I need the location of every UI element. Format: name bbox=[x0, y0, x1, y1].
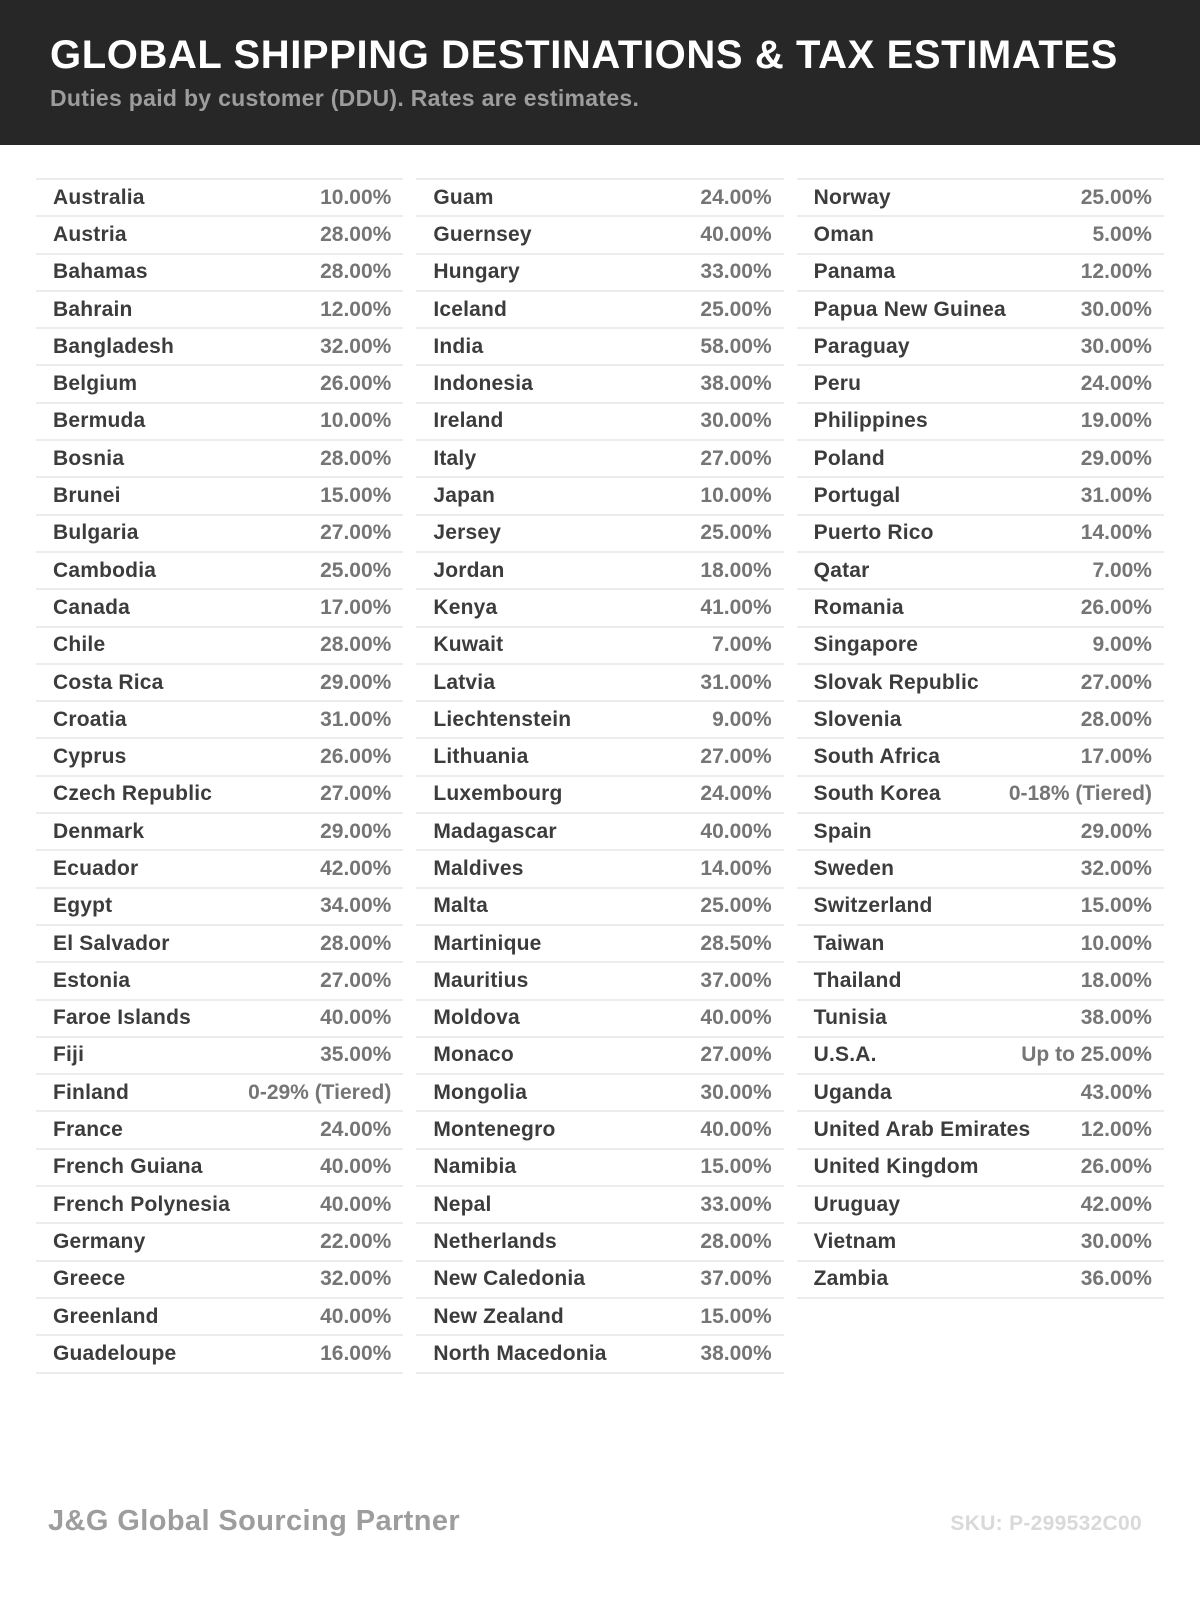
country-name: Madagascar bbox=[433, 819, 557, 843]
country-name: Fiji bbox=[53, 1043, 85, 1067]
tax-rate: 30.00% bbox=[700, 1080, 772, 1104]
country-name: Philippines bbox=[813, 409, 928, 433]
tax-rate: 12.00% bbox=[320, 297, 392, 321]
country-name: Belgium bbox=[53, 372, 138, 396]
table-row bbox=[797, 814, 1164, 851]
country-name: Jersey bbox=[433, 521, 502, 545]
table-row bbox=[797, 628, 1164, 665]
tax-rate: 12.00% bbox=[1080, 260, 1152, 284]
table-row bbox=[36, 665, 403, 702]
country-name: Bermuda bbox=[53, 409, 146, 433]
table-row bbox=[416, 329, 783, 366]
country-name: Slovenia bbox=[813, 707, 902, 731]
tax-rate: 30.00% bbox=[1080, 1229, 1152, 1253]
country-name: Vietnam bbox=[813, 1229, 897, 1253]
table-row bbox=[416, 516, 783, 553]
country-name: France bbox=[53, 1118, 124, 1142]
tax-rate: 14.00% bbox=[700, 856, 772, 880]
tax-rate: 26.00% bbox=[1080, 1155, 1152, 1179]
country-name: Norway bbox=[813, 185, 891, 209]
table-row bbox=[416, 739, 783, 776]
table-row bbox=[797, 441, 1164, 478]
tax-rate: 16.00% bbox=[320, 1341, 392, 1365]
tax-rate: 40.00% bbox=[700, 1006, 772, 1030]
table-row bbox=[797, 1038, 1164, 1075]
tax-rate: 37.00% bbox=[700, 968, 772, 992]
table-row bbox=[797, 292, 1164, 329]
table-row bbox=[797, 1262, 1164, 1299]
tax-rate: 27.00% bbox=[700, 446, 772, 470]
brand-name: J&G Global Sourcing Partner bbox=[48, 1505, 461, 1537]
country-name: Guernsey bbox=[433, 222, 532, 246]
tax-rate: 28.00% bbox=[700, 1229, 772, 1253]
table-row bbox=[36, 292, 403, 329]
table-row bbox=[797, 366, 1164, 403]
tax-rate: 38.00% bbox=[700, 1341, 772, 1365]
table-row bbox=[797, 963, 1164, 1000]
table-row bbox=[36, 1075, 403, 1112]
country-name: Oman bbox=[813, 222, 874, 246]
country-name: Tunisia bbox=[813, 1006, 888, 1030]
table-row bbox=[36, 553, 403, 590]
table-row bbox=[36, 217, 403, 254]
tax-rate: 43.00% bbox=[1080, 1080, 1152, 1104]
country-name: Romania bbox=[813, 595, 904, 619]
table-row bbox=[416, 665, 783, 702]
tax-rate: 19.00% bbox=[1080, 409, 1152, 433]
country-name: North Macedonia bbox=[433, 1341, 607, 1365]
table-row bbox=[797, 1187, 1164, 1224]
country-name: Indonesia bbox=[433, 372, 534, 396]
country-name: Martinique bbox=[433, 931, 542, 955]
country-name: Chile bbox=[53, 633, 106, 657]
table-row bbox=[36, 1262, 403, 1299]
country-name: South Africa bbox=[813, 745, 941, 769]
country-name: Zambia bbox=[813, 1267, 889, 1291]
country-name: Bahamas bbox=[53, 260, 148, 284]
table-row bbox=[416, 217, 783, 254]
country-name: Costa Rica bbox=[53, 670, 164, 694]
country-name: Ireland bbox=[433, 409, 504, 433]
tax-rate: 40.00% bbox=[320, 1304, 392, 1328]
country-name: Papua New Guinea bbox=[813, 297, 1006, 321]
tax-rate: 40.00% bbox=[320, 1006, 392, 1030]
country-name: Qatar bbox=[813, 558, 870, 582]
table-row bbox=[36, 1112, 403, 1149]
tax-rate: 18.00% bbox=[700, 558, 772, 582]
country-name: Faroe Islands bbox=[53, 1006, 191, 1030]
country-name: Mongolia bbox=[433, 1080, 528, 1104]
table-row bbox=[416, 180, 783, 217]
tax-rate: 37.00% bbox=[700, 1267, 772, 1291]
country-name: Finland bbox=[53, 1080, 130, 1104]
table-row bbox=[797, 1150, 1164, 1187]
table-row bbox=[416, 441, 783, 478]
country-name: Puerto Rico bbox=[813, 521, 934, 545]
table-row bbox=[416, 1075, 783, 1112]
tax-rate: 0-29% (Tiered) bbox=[248, 1080, 392, 1104]
country-name: Taiwan bbox=[813, 931, 885, 955]
table-row bbox=[416, 553, 783, 590]
table-row bbox=[416, 1336, 783, 1373]
tax-rate: 30.00% bbox=[1080, 334, 1152, 358]
country-name: Cambodia bbox=[53, 558, 157, 582]
table-row bbox=[36, 1336, 403, 1373]
country-name: Ecuador bbox=[53, 856, 139, 880]
tax-rate: 27.00% bbox=[700, 745, 772, 769]
tax-rate: 10.00% bbox=[1080, 931, 1152, 955]
table-row bbox=[797, 889, 1164, 926]
table-row bbox=[36, 926, 403, 963]
country-name: Moldova bbox=[433, 1006, 520, 1030]
tax-rate: 15.00% bbox=[700, 1304, 772, 1328]
country-name: New Caledonia bbox=[433, 1267, 586, 1291]
tax-rate: 9.00% bbox=[712, 707, 772, 731]
table-row bbox=[36, 1038, 403, 1075]
country-name: Bulgaria bbox=[53, 521, 139, 545]
country-name: Paraguay bbox=[813, 334, 910, 358]
table-row bbox=[416, 814, 783, 851]
country-name: New Zealand bbox=[433, 1304, 564, 1328]
table-row bbox=[36, 628, 403, 665]
tax-rate: 25.00% bbox=[700, 894, 772, 918]
tax-rate: 25.00% bbox=[1080, 185, 1152, 209]
country-name: Kenya bbox=[433, 595, 498, 619]
tax-rate: 26.00% bbox=[320, 745, 392, 769]
table-row bbox=[416, 1262, 783, 1299]
country-name: French Polynesia bbox=[53, 1192, 231, 1216]
tax-rate: 32.00% bbox=[320, 1267, 392, 1291]
tax-rate: 28.50% bbox=[700, 931, 772, 955]
tax-rate: Up to 25.00% bbox=[1021, 1043, 1152, 1067]
table-row bbox=[416, 590, 783, 627]
page-subtitle: Duties paid by customer (DDU). Rates are estimates. bbox=[50, 85, 640, 111]
tax-rate: 15.00% bbox=[700, 1155, 772, 1179]
table-row bbox=[797, 590, 1164, 627]
tax-rate: 24.00% bbox=[1080, 372, 1152, 396]
tax-rate: 30.00% bbox=[700, 409, 772, 433]
country-name: United Kingdom bbox=[813, 1155, 979, 1179]
page-header bbox=[0, 0, 1200, 145]
tax-rate: 29.00% bbox=[1080, 446, 1152, 470]
tax-rate: 7.00% bbox=[1092, 558, 1152, 582]
tax-rate: 35.00% bbox=[320, 1043, 392, 1067]
country-name: Brunei bbox=[53, 484, 121, 508]
tax-rate: 26.00% bbox=[1080, 595, 1152, 619]
table-row bbox=[416, 1187, 783, 1224]
table-column-2 bbox=[416, 178, 783, 1374]
table-column-1 bbox=[36, 178, 403, 1374]
country-name: Switzerland bbox=[813, 894, 933, 918]
table-row bbox=[416, 963, 783, 1000]
tax-rate: 0-18% (Tiered) bbox=[1008, 782, 1152, 806]
tax-table bbox=[0, 145, 1200, 1374]
country-name: Iceland bbox=[433, 297, 508, 321]
tax-rate: 28.00% bbox=[1080, 707, 1152, 731]
tax-rate: 32.00% bbox=[320, 334, 392, 358]
table-row bbox=[797, 180, 1164, 217]
table-row bbox=[416, 702, 783, 739]
table-row bbox=[416, 404, 783, 441]
tax-rate: 30.00% bbox=[1080, 297, 1152, 321]
country-name: Cyprus bbox=[53, 745, 127, 769]
country-name: Latvia bbox=[433, 670, 496, 694]
country-name: Maldives bbox=[433, 856, 524, 880]
country-name: Greenland bbox=[53, 1304, 159, 1328]
tax-rate: 28.00% bbox=[320, 633, 392, 657]
country-name: Bosnia bbox=[53, 446, 125, 470]
tax-rate: 15.00% bbox=[1080, 894, 1152, 918]
tax-rate: 32.00% bbox=[1080, 856, 1152, 880]
table-row bbox=[36, 889, 403, 926]
tax-rate: 33.00% bbox=[700, 1192, 772, 1216]
table-row bbox=[797, 739, 1164, 776]
tax-rate: 18.00% bbox=[1080, 968, 1152, 992]
country-name: Monaco bbox=[433, 1043, 514, 1067]
country-name: Spain bbox=[813, 819, 872, 843]
country-name: South Korea bbox=[813, 782, 941, 806]
table-row bbox=[36, 255, 403, 292]
country-name: Jordan bbox=[433, 558, 505, 582]
table-row bbox=[36, 1187, 403, 1224]
table-row bbox=[797, 851, 1164, 888]
tax-rate: 25.00% bbox=[700, 521, 772, 545]
table-row bbox=[36, 366, 403, 403]
table-row bbox=[797, 1112, 1164, 1149]
table-row bbox=[36, 180, 403, 217]
country-name: Denmark bbox=[53, 819, 145, 843]
table-row bbox=[797, 329, 1164, 366]
table-row bbox=[416, 1299, 783, 1336]
tax-rate: 40.00% bbox=[700, 1118, 772, 1142]
table-row bbox=[416, 777, 783, 814]
table-row bbox=[416, 1112, 783, 1149]
tax-rate: 24.00% bbox=[700, 185, 772, 209]
table-row bbox=[416, 889, 783, 926]
country-name: Bangladesh bbox=[53, 334, 175, 358]
table-row bbox=[36, 814, 403, 851]
table-row bbox=[36, 963, 403, 1000]
tax-rate: 28.00% bbox=[320, 931, 392, 955]
country-name: Bahrain bbox=[53, 297, 133, 321]
tax-rate: 27.00% bbox=[700, 1043, 772, 1067]
tax-rate: 31.00% bbox=[700, 670, 772, 694]
country-name: India bbox=[433, 334, 484, 358]
tax-rate: 42.00% bbox=[1080, 1192, 1152, 1216]
country-name: U.S.A. bbox=[813, 1043, 877, 1067]
table-row bbox=[416, 926, 783, 963]
country-name: Canada bbox=[53, 595, 131, 619]
tax-rate: 15.00% bbox=[320, 484, 392, 508]
table-row bbox=[416, 366, 783, 403]
country-name: Czech Republic bbox=[53, 782, 213, 806]
country-name: Uganda bbox=[813, 1080, 892, 1104]
country-name: Guadeloupe bbox=[53, 1341, 177, 1365]
table-row bbox=[797, 926, 1164, 963]
tax-rate: 36.00% bbox=[1080, 1267, 1152, 1291]
page-footer bbox=[48, 1505, 1142, 1538]
tax-rate: 58.00% bbox=[700, 334, 772, 358]
country-name: Sweden bbox=[813, 856, 895, 880]
table-row bbox=[36, 441, 403, 478]
table-row bbox=[36, 1001, 403, 1038]
tax-rate: 38.00% bbox=[700, 372, 772, 396]
table-row bbox=[36, 1299, 403, 1336]
country-name: United Arab Emirates bbox=[813, 1118, 1031, 1142]
tax-rate: 7.00% bbox=[712, 633, 772, 657]
country-name: Uruguay bbox=[813, 1192, 901, 1216]
tax-rate: 40.00% bbox=[320, 1192, 392, 1216]
country-name: Luxembourg bbox=[433, 782, 563, 806]
tax-rate: 40.00% bbox=[320, 1155, 392, 1179]
country-name: Hungary bbox=[433, 260, 520, 284]
country-name: French Guiana bbox=[53, 1155, 203, 1179]
country-name: Netherlands bbox=[433, 1229, 557, 1253]
tax-rate: 22.00% bbox=[320, 1229, 392, 1253]
country-name: Namibia bbox=[433, 1155, 517, 1179]
tax-rate: 31.00% bbox=[1080, 484, 1152, 508]
table-row bbox=[416, 1001, 783, 1038]
country-name: Kuwait bbox=[433, 633, 504, 657]
tax-rate: 27.00% bbox=[1080, 670, 1152, 694]
tax-rate: 29.00% bbox=[320, 819, 392, 843]
country-name: Greece bbox=[53, 1267, 126, 1291]
country-name: Nepal bbox=[433, 1192, 492, 1216]
tax-rate: 25.00% bbox=[320, 558, 392, 582]
tax-rate: 10.00% bbox=[700, 484, 772, 508]
tax-rate: 9.00% bbox=[1092, 633, 1152, 657]
country-name: Germany bbox=[53, 1229, 146, 1253]
table-row bbox=[36, 1224, 403, 1261]
table-row bbox=[797, 478, 1164, 515]
table-row bbox=[36, 516, 403, 553]
tax-rate: 17.00% bbox=[320, 595, 392, 619]
country-name: Lithuania bbox=[433, 745, 529, 769]
table-column-3 bbox=[797, 178, 1164, 1299]
country-name: Montenegro bbox=[433, 1118, 556, 1142]
tax-rate: 27.00% bbox=[320, 782, 392, 806]
tax-rate: 25.00% bbox=[700, 297, 772, 321]
tax-rate: 31.00% bbox=[320, 707, 392, 731]
country-name: Austria bbox=[53, 222, 127, 246]
table-row bbox=[416, 478, 783, 515]
table-row bbox=[797, 1224, 1164, 1261]
tax-rate: 40.00% bbox=[700, 819, 772, 843]
country-name: Poland bbox=[813, 446, 885, 470]
table-row bbox=[416, 255, 783, 292]
table-row bbox=[36, 1150, 403, 1187]
tax-rate: 38.00% bbox=[1080, 1006, 1152, 1030]
country-name: Portugal bbox=[813, 484, 901, 508]
tax-rate: 34.00% bbox=[320, 894, 392, 918]
table-row bbox=[36, 851, 403, 888]
tax-rate: 24.00% bbox=[320, 1118, 392, 1142]
table-row bbox=[797, 553, 1164, 590]
tax-rate: 12.00% bbox=[1080, 1118, 1152, 1142]
table-row bbox=[36, 702, 403, 739]
tax-rate: 17.00% bbox=[1080, 745, 1152, 769]
country-name: Slovak Republic bbox=[813, 670, 979, 694]
table-row bbox=[36, 739, 403, 776]
country-name: Liechtenstein bbox=[433, 707, 572, 731]
table-row bbox=[36, 329, 403, 366]
table-row bbox=[797, 255, 1164, 292]
country-name: Peru bbox=[813, 372, 862, 396]
country-name: Estonia bbox=[53, 968, 131, 992]
tax-rate: 14.00% bbox=[1080, 521, 1152, 545]
table-row bbox=[416, 1150, 783, 1187]
country-name: Egypt bbox=[53, 894, 113, 918]
country-name: Japan bbox=[433, 484, 496, 508]
country-name: Thailand bbox=[813, 968, 902, 992]
table-row bbox=[416, 292, 783, 329]
tax-rate: 10.00% bbox=[320, 409, 392, 433]
sku-label: SKU: P-299532C00 bbox=[950, 1512, 1142, 1535]
tax-rate: 42.00% bbox=[320, 856, 392, 880]
country-name: Singapore bbox=[813, 633, 919, 657]
tax-rate: 10.00% bbox=[320, 185, 392, 209]
table-row bbox=[797, 665, 1164, 702]
country-name: Malta bbox=[433, 894, 489, 918]
country-name: Guam bbox=[433, 185, 494, 209]
country-name: Australia bbox=[53, 185, 145, 209]
table-row bbox=[36, 478, 403, 515]
table-row bbox=[797, 404, 1164, 441]
tax-rate: 40.00% bbox=[700, 222, 772, 246]
tax-rate: 24.00% bbox=[700, 782, 772, 806]
table-row bbox=[797, 777, 1164, 814]
tax-rate: 28.00% bbox=[320, 222, 392, 246]
tax-rate: 27.00% bbox=[320, 968, 392, 992]
table-row bbox=[797, 1075, 1164, 1112]
table-row bbox=[416, 1038, 783, 1075]
country-name: Panama bbox=[813, 260, 896, 284]
table-row bbox=[797, 702, 1164, 739]
country-name: Croatia bbox=[53, 707, 127, 731]
table-row bbox=[416, 1224, 783, 1261]
tax-rate: 26.00% bbox=[320, 372, 392, 396]
country-name: Italy bbox=[433, 446, 477, 470]
tax-rate: 27.00% bbox=[320, 521, 392, 545]
tax-rate: 5.00% bbox=[1092, 222, 1152, 246]
table-row bbox=[797, 1001, 1164, 1038]
tax-rate: 29.00% bbox=[320, 670, 392, 694]
country-name: Mauritius bbox=[433, 968, 529, 992]
table-row bbox=[36, 404, 403, 441]
tax-rate: 29.00% bbox=[1080, 819, 1152, 843]
table-row bbox=[36, 777, 403, 814]
country-name: El Salvador bbox=[53, 931, 170, 955]
tax-rate: 41.00% bbox=[700, 595, 772, 619]
table-row bbox=[797, 217, 1164, 254]
tax-rate: 28.00% bbox=[320, 446, 392, 470]
table-row bbox=[36, 590, 403, 627]
tax-rate: 28.00% bbox=[320, 260, 392, 284]
table-row bbox=[416, 628, 783, 665]
page-title: GLOBAL SHIPPING DESTINATIONS & TAX ESTIMATES bbox=[50, 33, 1118, 77]
tax-rate: 33.00% bbox=[700, 260, 772, 284]
table-row bbox=[797, 516, 1164, 553]
table-row bbox=[416, 851, 783, 888]
